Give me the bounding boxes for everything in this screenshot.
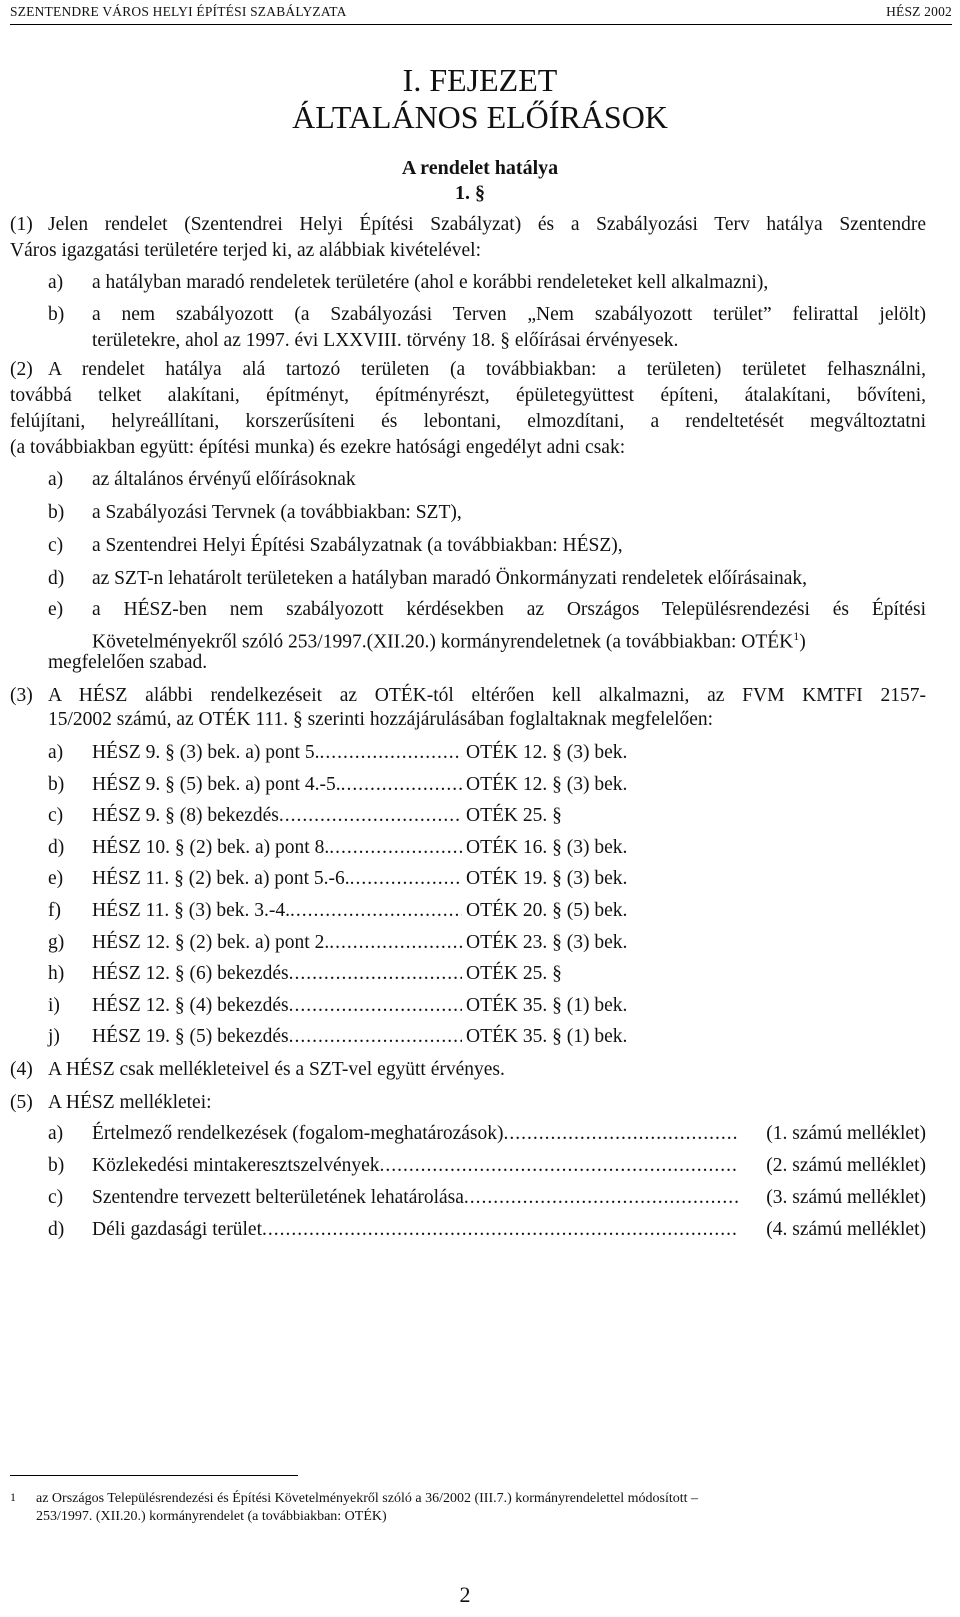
chapter-title: ÁLTALÁNOS ELŐÍRÁSOK [292, 99, 668, 135]
paragraph-1-line: Jelen rendelet (Szentendrei Helyi Építési Szabályzat) és a Szabályozási Terv hatálya Szentendre [48, 214, 926, 235]
list-row [92, 961, 462, 987]
list-row [92, 1024, 462, 1050]
row-reference: HÉSZ 12. § (6) bekezdés [92, 963, 289, 985]
row-reference: HÉSZ 19. § (5) bekezdés [92, 1026, 289, 1048]
list-row [92, 772, 462, 798]
dot-leader [262, 1217, 738, 1243]
row-target: (3. számú melléklet) [766, 1187, 926, 1208]
row-target: OTÉK 25. § [466, 805, 562, 827]
list-label: j) [48, 1026, 60, 1048]
list-label: e) [48, 868, 64, 890]
footnote-mark: 1 [10, 1490, 16, 1504]
dot-leader [289, 1024, 462, 1050]
row-target: OTÉK 25. § [466, 963, 562, 985]
list-label: a) [48, 272, 64, 293]
row-target: OTÉK 23. § (3) bek. [466, 931, 628, 953]
dot-leader [503, 1121, 738, 1147]
row-reference: HÉSZ 9. § (8) bekezdés [92, 805, 279, 827]
footnote-separator [10, 1475, 298, 1476]
chapter-number: I. FEJEZET [402, 62, 558, 98]
dot-leader [289, 961, 462, 987]
list-label: h) [48, 963, 65, 985]
list-row [92, 930, 462, 956]
list-item-text: Követelményekről szóló 253/1997.(XII.20.) kormányrendeletnek (a továbbiakban: OTÉK [92, 631, 794, 653]
section-title: A rendelet hatálya [401, 157, 559, 179]
paragraph-5-number: (5) [10, 1092, 33, 1113]
paragraph-2-closing: megfelelően szabad. [48, 652, 208, 673]
dot-leader [329, 835, 462, 861]
closing-paren: ) [799, 631, 806, 653]
list-row [92, 1217, 738, 1243]
paragraph-1-item-b: a nem szabályozott (a Szabályozási Terven „Nem szabályozott terület” felirattal jelölt) [92, 304, 926, 325]
row-reference: Közlekedési mintakeresztszelvények [92, 1155, 380, 1176]
list-label: g) [48, 931, 65, 953]
row-target: OTÉK 35. § (1) bek. [466, 994, 628, 1016]
paragraph-2-line: (a továbbiakban együtt: építési munka) és ezekre hatósági engedélyt adni csak: [10, 437, 626, 458]
dot-leader [290, 898, 462, 924]
list-label: f) [48, 900, 61, 921]
paragraph-1-line: Város igazgatási területére terjed ki, az alábbiak kivételével: [10, 240, 482, 261]
dot-leader [380, 1153, 738, 1179]
row-reference: Értelmező rendelkezések (fogalom-meghatározások) [92, 1123, 504, 1144]
row-target: OTÉK 35. § (1) bek. [466, 1026, 628, 1048]
list-row [92, 835, 462, 861]
paragraph-5-text: A HÉSZ mellékletei: [48, 1092, 212, 1113]
paragraph-3-line: A HÉSZ alábbi rendelkezéseit az OTÉK-tól eltérően kell alkalmazni, az FVM KMTFI 2157- [48, 685, 926, 706]
list-item: az általános érvényű előírásoknak [92, 469, 356, 490]
list-label: d) [48, 1219, 65, 1240]
footnote-text: az Országos Településrendezési és Építési Követelményekről szóló a 36/2002 (III.7.) kormányrendelettel módosított – [36, 1491, 699, 1506]
paragraph-2-number: (2) [10, 359, 33, 380]
list-item: a Szentendrei Helyi Építési Szabályzatnak (a továbbiakban: HÉSZ), [92, 535, 623, 556]
paragraph-3-number: (3) [10, 685, 33, 706]
row-reference: HÉSZ 11. § (2) bek. a) pont 5.-6. [92, 868, 350, 890]
list-label: d) [48, 568, 65, 589]
row-reference: Szentendre tervezett belterületének lehatárolása [92, 1187, 464, 1208]
dot-leader [279, 803, 462, 829]
list-label: c) [48, 1187, 64, 1208]
list-label: b) [48, 773, 65, 795]
row-reference: HÉSZ 12. § (2) bek. a) pont 2. [92, 931, 330, 953]
row-target: (1. számú melléklet) [766, 1123, 926, 1144]
list-row [92, 1121, 738, 1147]
row-target: OTÉK 16. § (3) bek. [466, 836, 628, 858]
row-reference: HÉSZ 9. § (3) bek. a) pont 5. [92, 742, 320, 763]
dot-leader [341, 772, 462, 798]
row-reference: HÉSZ 12. § (4) bekezdés [92, 994, 289, 1016]
list-item: az SZT-n lehatárolt területeken a hatályban maradó Önkormányzati rendeletek előírásainak, [92, 568, 808, 589]
list-label: c) [48, 535, 64, 556]
list-row [92, 1185, 738, 1211]
list-item: a HÉSZ-ben nem szabályozott kérdésekben az Országos Településrendezési és Építési [92, 599, 926, 620]
list-row [92, 993, 462, 1019]
dot-leader [289, 993, 462, 1019]
list-row [92, 740, 462, 766]
list-row [92, 898, 462, 924]
list-label: b) [48, 1155, 65, 1176]
list-label: b) [48, 304, 65, 325]
list-row [92, 866, 462, 892]
list-label: a) [48, 1123, 64, 1144]
header-title: SZENTENDRE VÁROS HELYI ÉPÍTÉSI SZABÁLYZATA [10, 4, 347, 19]
paragraph-1-item-a: a hatályban maradó rendeletek területére (ahol e korábbi rendeleteket kell alkalmazni), [92, 272, 769, 293]
row-reference: HÉSZ 9. § (5) bek. a) pont 4.-5. [92, 773, 341, 795]
row-target: OTÉK 20. § (5) bek. [466, 900, 628, 921]
row-target: OTÉK 19. § (3) bek. [466, 868, 628, 890]
list-label: c) [48, 805, 64, 827]
row-reference: HÉSZ 10. § (2) bek. a) pont 8. [92, 836, 330, 858]
paragraph-2-line: továbbá telket alakítani, építményt, építményrészt, épületegyüttest építeni, átalakítani, bővíteni, [10, 385, 926, 406]
list-label: i) [48, 994, 60, 1016]
footnote-reference: 1 [793, 629, 800, 643]
paragraph-4-text: A HÉSZ csak mellékleteivel és a SZT-vel együtt érvényes. [48, 1059, 505, 1080]
dot-leader [329, 930, 462, 956]
row-target: (4. számú melléklet) [766, 1219, 926, 1240]
list-label: b) [48, 502, 65, 523]
list-item: a Szabályozási Tervnek (a továbbiakban: SZT), [92, 502, 462, 523]
row-reference: Déli gazdasági terület [92, 1219, 263, 1240]
paragraph-1-number: (1) [10, 214, 33, 235]
footnote-text: 253/1997. (XII.20.) kormányrendelet (a továbbiakban: OTÉK) [36, 1509, 387, 1524]
list-row [92, 1153, 738, 1179]
dot-leader [464, 1185, 738, 1211]
list-label: d) [48, 836, 65, 858]
list-label: a) [48, 742, 64, 763]
row-reference: HÉSZ 11. § (3) bek. 3.-4. [92, 900, 291, 921]
paragraph-2-line: felújítani, helyreállítani, korszerűsíteni és lebontani, elmozdítani, a rendeltetését megváltoztatni [10, 411, 926, 432]
paragraph-3-line: 15/2002 számú, az OTÉK 111. § szerinti hozzájárulásában foglaltaknak megfelelően: [48, 709, 714, 730]
running-header [10, 2, 952, 25]
paragraph-1-item-b: területekre, ahol az 1997. évi LXXVIII. törvény 18. § előírásai érvényesek. [92, 330, 679, 351]
paragraph-2-line: A rendelet hatálya alá tartozó területen (a továbbiakban: a területen) területet felhasználni, [48, 359, 926, 380]
section-number: 1. § [455, 182, 485, 204]
row-target: (2. számú melléklet) [766, 1155, 926, 1176]
dot-leader [350, 866, 462, 892]
list-label: e) [48, 599, 64, 620]
header-code: HÉSZ 2002 [886, 4, 952, 19]
paragraph-4-number: (4) [10, 1059, 33, 1080]
row-target: OTÉK 12. § (3) bek. [466, 773, 628, 795]
dot-leader [319, 740, 462, 766]
row-target: OTÉK 12. § (3) bek. [466, 742, 628, 763]
page-number: 2 [459, 1582, 471, 1607]
list-label: a) [48, 469, 64, 490]
list-row [92, 803, 462, 829]
